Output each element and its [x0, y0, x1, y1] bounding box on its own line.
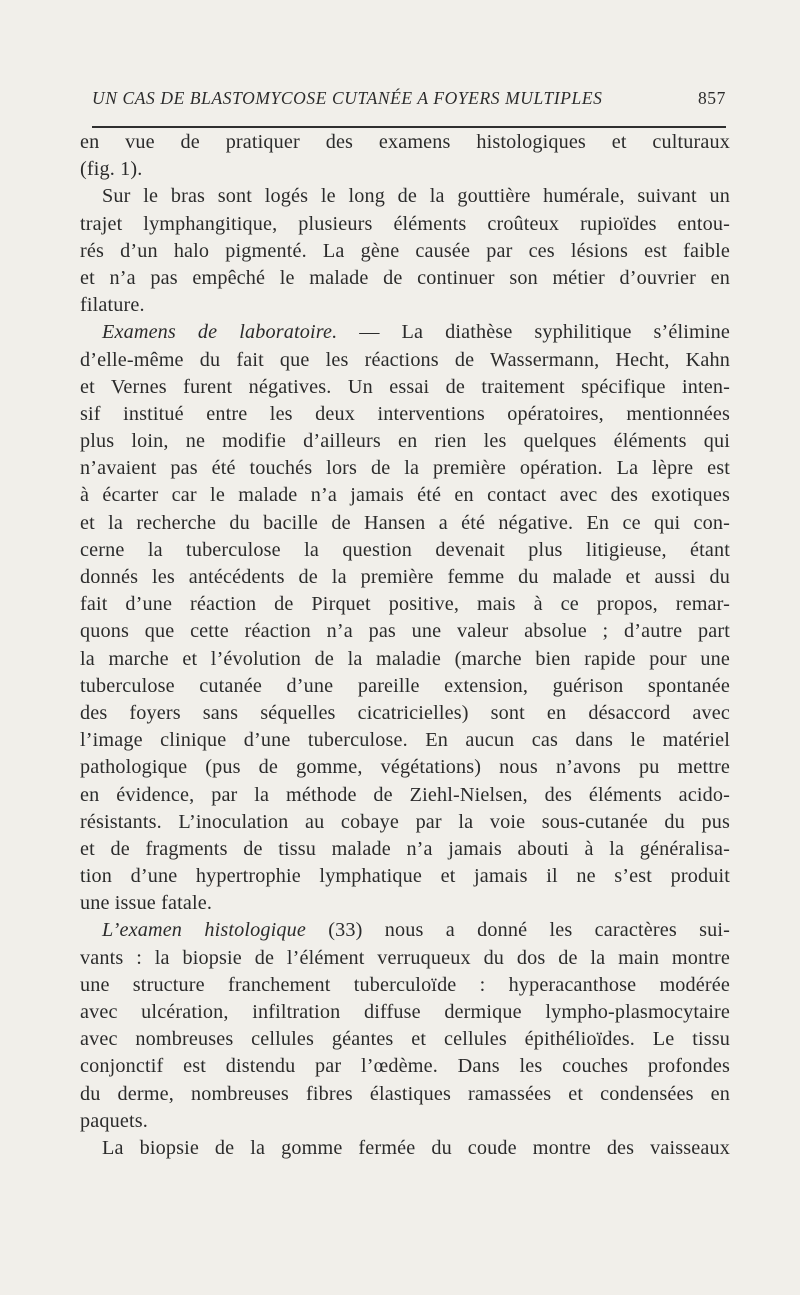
text-line: l’image clinique d’une tuberculose. En aucun cas dans le matériel: [80, 729, 730, 752]
text-line: tuberculose cutanée d’une pareille extension, guérison spontanée: [80, 674, 730, 697]
text-line: sif institué entre les deux interventions opératoires, mentionnées: [80, 402, 730, 425]
text-line: pathologique (pus de gomme, végétations) nous n’avons pu mettre: [80, 756, 730, 779]
text-line: et de fragments de tissu malade n’a jamais abouti à la généralisa-: [80, 837, 730, 860]
text-line: filature.: [80, 294, 145, 317]
paragraph-start-line: Sur le bras sont logés le long de la gouttière humérale, suivant un: [102, 185, 730, 208]
paragraph-start-line: Examens de laboratoire. — La diathèse syphilitique s’élimine: [102, 321, 730, 344]
text-line: avec nombreuses cellules géantes et cellules épithélioïdes. Le tissu: [80, 1028, 730, 1051]
text-line: cerne la tuberculose la question devenait plus litigieuse, étant: [80, 538, 730, 561]
section-heading-examens: Examens de laboratoire.: [102, 321, 338, 344]
text-line: et Vernes furent négatives. Un essai de traitement spécifique inten-: [80, 375, 730, 398]
text-line: et n’a pas empêché le malade de continuer son métier d’ouvrier en: [80, 266, 730, 289]
running-head: [92, 88, 726, 109]
text-line: en évidence, par la méthode de Ziehl-Nielsen, des éléments acido-: [80, 783, 730, 806]
text-line: d’elle-même du fait que les réactions de Wassermann, Hecht, Kahn: [80, 348, 730, 371]
text-line: en vue de pratiquer des examens histologiques et culturaux: [80, 131, 730, 153]
text-line: la marche et l’évolution de la maladie (marche bien rapide pour une: [80, 647, 730, 670]
text-line: tion d’une hypertrophie lymphatique et jamais il ne s’est produit: [80, 865, 730, 888]
text-line: rés d’un halo pigmenté. La gène causée par ces lésions est faible: [80, 239, 730, 262]
body-text: [80, 129, 730, 1162]
text-line: à écarter car le malade n’a jamais été en contact avec des exotiques: [80, 484, 730, 507]
text-line: avec ulcération, infiltration diffuse dermique lympho-plasmocytaire: [80, 1001, 730, 1023]
text-line: n’avaient pas été touchés lors de la première opération. La lèpre est: [80, 457, 730, 480]
section-heading-examen-histologique: L’examen histologique: [102, 919, 306, 942]
text-line: et la recherche du bacille de Hansen a été négative. En ce qui con-: [80, 511, 730, 534]
page-number: 857: [697, 88, 726, 108]
text-line: fait d’une réaction de Pirquet positive, mais à ce propos, remar-: [80, 593, 730, 616]
text-line: quons que cette réaction n’a pas une valeur absolue ; d’autre part: [80, 620, 730, 643]
text-line: (fig. 1).: [80, 158, 143, 181]
text-line: résistants. L’inoculation au cobaye par la voie sous-cutanée du pus: [80, 810, 730, 833]
text-line: des foyers sans séquelles cicatricielles) sont en désaccord avec: [80, 701, 730, 724]
text-line: paquets.: [80, 1109, 148, 1132]
text-line: donnés les antécédents de la première femme du malade et aussi du: [80, 566, 730, 588]
paragraph-start-line: La biopsie de la gomme fermée du coude montre des vaisseaux: [102, 1136, 730, 1159]
header-rule: [92, 126, 726, 128]
text-line: plus loin, ne modifie d’ailleurs en rien les quelques éléments qui: [80, 430, 730, 453]
paragraph-start-line: L’examen histologique (33) nous a donné les caractères sui-: [102, 919, 730, 942]
text-line: conjonctif est distendu par l’œdème. Dans les couches profondes: [80, 1055, 730, 1078]
text-line: du derme, nombreuses fibres élastiques ramassées et condensées en: [80, 1082, 730, 1105]
text-line: une issue fatale.: [80, 892, 213, 915]
text-line: une structure franchement tuberculoïde : hyperacanthose modérée: [80, 973, 730, 996]
running-title: UN CAS DE BLASTOMYCOSE CUTANÉE A FOYERS MULTIPLES: [92, 88, 603, 108]
text-line: trajet lymphangitique, plusieurs éléments croûteux rupioïdes entou-: [80, 212, 730, 235]
text-line: vants : la biopsie de l’élément verruqueux du dos de la main montre: [80, 946, 730, 969]
